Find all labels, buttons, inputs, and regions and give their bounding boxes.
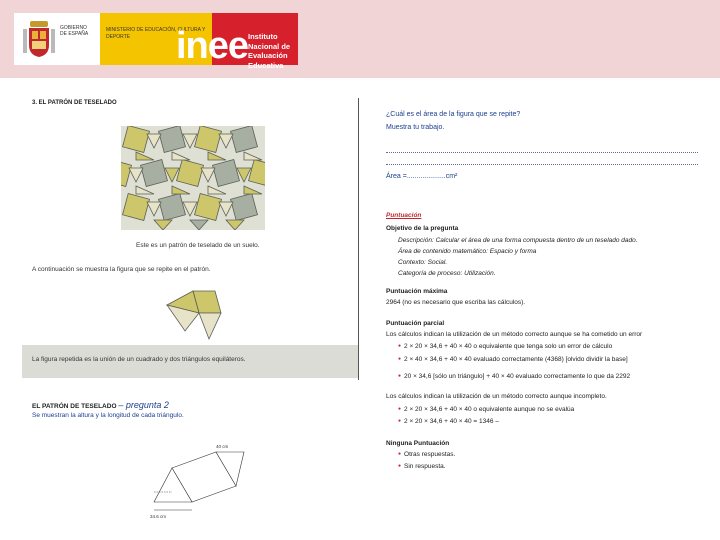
question-2-title-bold: EL PATRÓN DE TESELADO: [32, 403, 117, 410]
parcial-bullet: ● 2 × 40 × 34,6 + 40 × 40 evaluado correctamente (4368) [olvido dividir la base]: [398, 356, 628, 363]
area-contenido-text: Área de contenido matemático: Espacio y forma: [398, 248, 537, 255]
repeated-figure-image: [165, 287, 225, 343]
answer-line: [386, 164, 698, 165]
parcial-bullet: ● 20 × 34,6 [sólo un triángulo] + 40 × 40 evaluado correctamente lo que da 2292: [398, 373, 630, 380]
spain-crest-icon: [22, 19, 56, 59]
measure-top-label: 40 cm: [216, 444, 229, 449]
explanation-text: La figura repetida es la unión de un cuadrado y dos triángulos equiláteros.: [32, 356, 246, 363]
question-2-title: [32, 400, 169, 410]
categoria-text: Categoría de proceso: Utilización.: [398, 270, 496, 277]
intro-text: A continuación se muestra la figura que se repite en el patrón.: [32, 266, 211, 273]
government-label: GOBIERNO DE ESPAÑA: [60, 25, 89, 37]
parcial-bullet-2: ● 2 × 20 × 34,6 + 40 × 40 = 1346 –: [398, 418, 499, 425]
section-title: 3. EL PATRÓN DE TESELADO: [32, 100, 117, 106]
answer-line: [386, 152, 698, 153]
measured-figure-image: [148, 440, 248, 522]
question-text: ¿Cuál es el área de la figura que se repite?: [386, 111, 521, 118]
puntuacion-parcial-heading: Puntuación parcial: [386, 320, 445, 327]
puntuacion-parcial-text-2: Los cálculos indican la utilización de un método correcto aunque incompleto.: [386, 393, 607, 400]
ministry-label: MINISTERIO DE EDUCACIÓN, CULTURA Y DEPORTE: [106, 27, 206, 40]
ninguna-puntuacion-heading: Ninguna Puntuación: [386, 440, 450, 447]
parcial-bullet: ● 2 × 20 × 34,6 + 40 × 40 o equivalente que tenga solo un error de cálculo: [398, 343, 612, 350]
puntuacion-parcial-text: Los cálculos indican la utilización de un método correcto aunque se ha cometido un error: [386, 331, 643, 338]
objetivo-heading: Objetivo de la pregunta: [386, 225, 459, 232]
tessellation-pattern-image: [121, 126, 265, 230]
column-divider: [358, 98, 359, 380]
pattern-caption: Este es un patrón de teselado de un suelo.: [136, 242, 260, 249]
page-header: [0, 0, 720, 78]
area-answer-line: Área =....................cm²: [386, 173, 458, 180]
descripcion-text: Descripción: Calcular el área de una forma compuesta dentro de un teselado dado.: [398, 237, 638, 244]
inee-logo: inee: [176, 25, 249, 67]
logo-card: [14, 13, 298, 70]
question-2-title-rest: – pregunta 2: [118, 400, 169, 410]
explanation-band: [22, 345, 358, 378]
ninguna-bullet: ● Otras respuestas.: [398, 451, 455, 458]
inee-full-name: Instituto Nacional de Evaluación Educativa: [248, 32, 291, 70]
ninguna-bullet: ● Sin respuesta.: [398, 463, 446, 470]
question-instruction: Muestra tu trabajo.: [386, 124, 445, 131]
puntuacion-maxima-text: 2964 (no es necesario que escriba las cálculos).: [386, 299, 526, 306]
question-2-text: Se muestran la altura y la longitud de cada triángulo.: [32, 412, 184, 419]
puntuacion-heading: Puntuación: [386, 212, 422, 219]
parcial-bullet-2: ● 2 × 20 × 34,6 + 40 × 40 o equivalente aunque no se evalúa: [398, 406, 574, 413]
measure-bottom-label: 34.6 cm: [150, 514, 167, 519]
puntuacion-maxima-heading: Puntuación máxima: [386, 288, 448, 295]
contexto-text: Contexto: Social.: [398, 259, 448, 266]
